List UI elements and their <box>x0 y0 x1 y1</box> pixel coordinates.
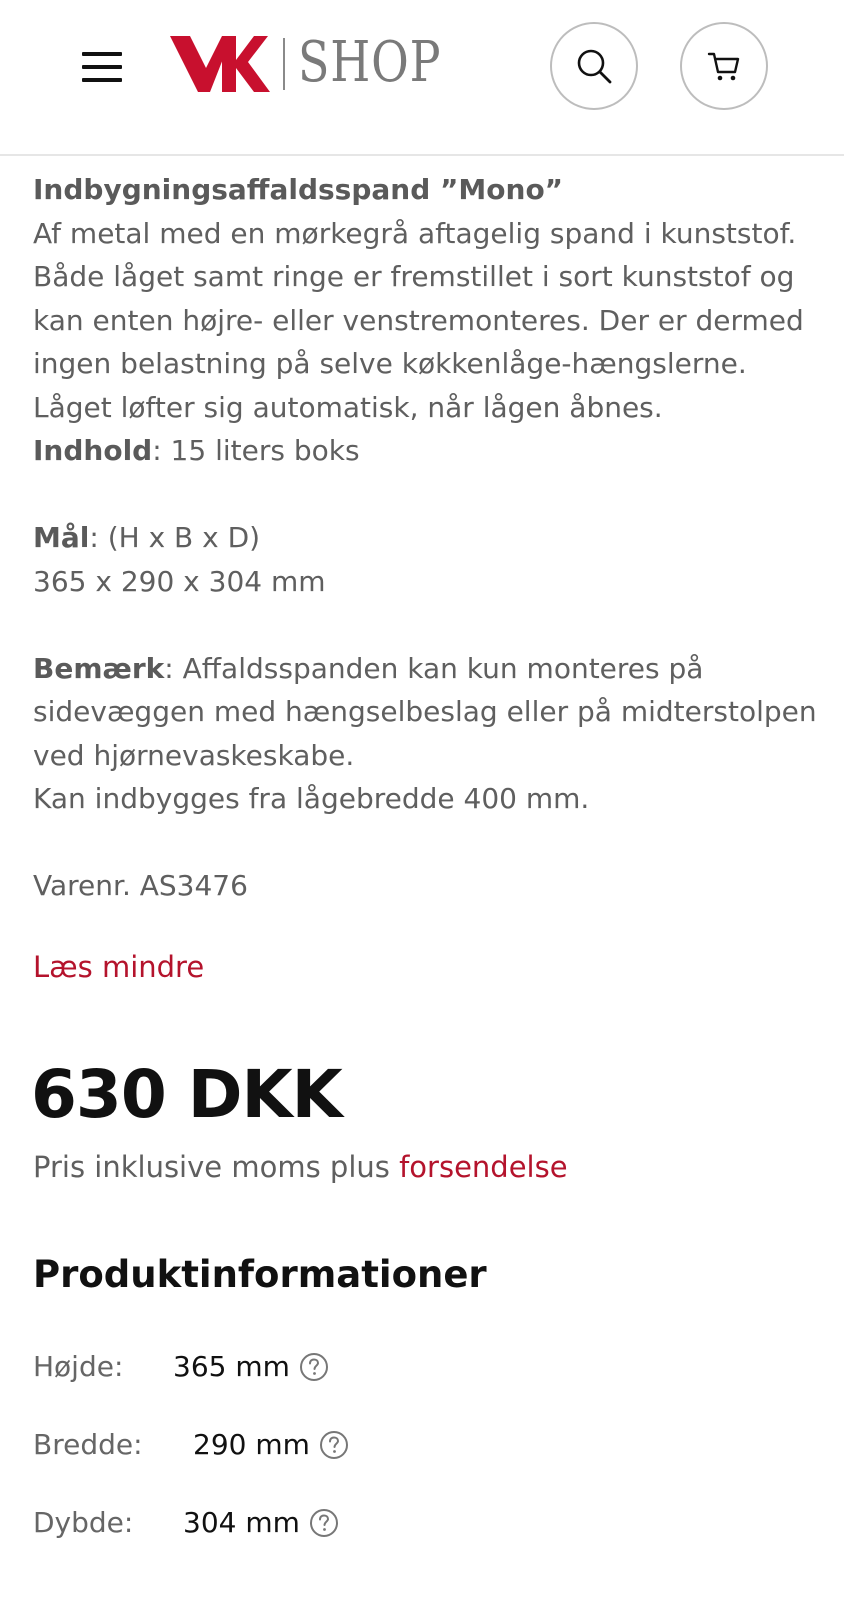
logo-shop-text: SHOP <box>298 30 442 95</box>
product-info-title: Produktinformationer <box>33 1253 487 1296</box>
dimensions-line <box>33 516 823 560</box>
read-less-link[interactable]: Læs mindre <box>33 950 205 984</box>
search-button[interactable] <box>550 22 638 110</box>
site-header <box>0 0 844 156</box>
spec-value: 365 mm <box>173 1350 290 1383</box>
description-paragraph: Af metal med en mørkegrå aftagelig spand i kunststof. Både låget samt ringe er fremstillet i sort kunststof og kan enten højre- eller venstremonteres. Der er dermed ingen belastning på selve køkkenlåge-hængslerne. Låget løfter sig automatisk, når lågen åbnes. <box>33 216 804 424</box>
product-price: 630 DKK <box>31 1056 342 1133</box>
shipping-link[interactable]: forsendelse <box>399 1150 568 1184</box>
help-icon[interactable] <box>309 1508 339 1538</box>
contents-line <box>33 429 823 473</box>
dimensions-label: Mål <box>33 521 90 554</box>
help-icon[interactable] <box>319 1430 349 1460</box>
note-line <box>33 647 823 778</box>
spec-value: 290 mm <box>193 1428 310 1461</box>
spec-label: Højde: <box>33 1350 124 1383</box>
item-number: Varenr. AS3476 <box>33 869 248 902</box>
cart-button[interactable] <box>680 22 768 110</box>
note-extra: Kan indbygges fra lågebredde 400 mm. <box>33 782 590 815</box>
shopping-cart-icon <box>706 48 742 84</box>
spec-label: Bredde: <box>33 1428 143 1461</box>
dimensions-format: : (H x B x D) <box>89 521 261 554</box>
spec-row-depth <box>33 1506 433 1546</box>
contents-label: Indhold <box>33 434 153 467</box>
logo-divider <box>283 38 285 90</box>
search-icon <box>574 46 614 86</box>
help-icon[interactable] <box>299 1352 329 1382</box>
dimensions-value: 365 x 290 x 304 mm <box>33 564 326 598</box>
hamburger-menu-icon[interactable] <box>82 52 122 82</box>
product-description <box>33 168 823 908</box>
price-note-text: Pris inklusive moms plus <box>33 1150 400 1184</box>
contents-value: : 15 liters boks <box>152 434 360 467</box>
spec-label: Dybde: <box>33 1506 134 1539</box>
note-text: : Affaldsspanden kan kun monteres på sidevæggen med hængselbeslag eller på midterstolpen ved hjørnevaskeskabe. <box>33 651 817 772</box>
price-note <box>33 1150 568 1184</box>
site-logo[interactable] <box>170 28 460 98</box>
product-title: Indbygningsaffaldsspand ”Mono” <box>33 173 564 206</box>
vk-logo-mark <box>170 34 270 98</box>
note-label: Bemærk <box>33 651 165 685</box>
spec-row-height <box>33 1350 433 1390</box>
spec-row-width <box>33 1428 433 1468</box>
spec-value: 304 mm <box>183 1506 300 1539</box>
